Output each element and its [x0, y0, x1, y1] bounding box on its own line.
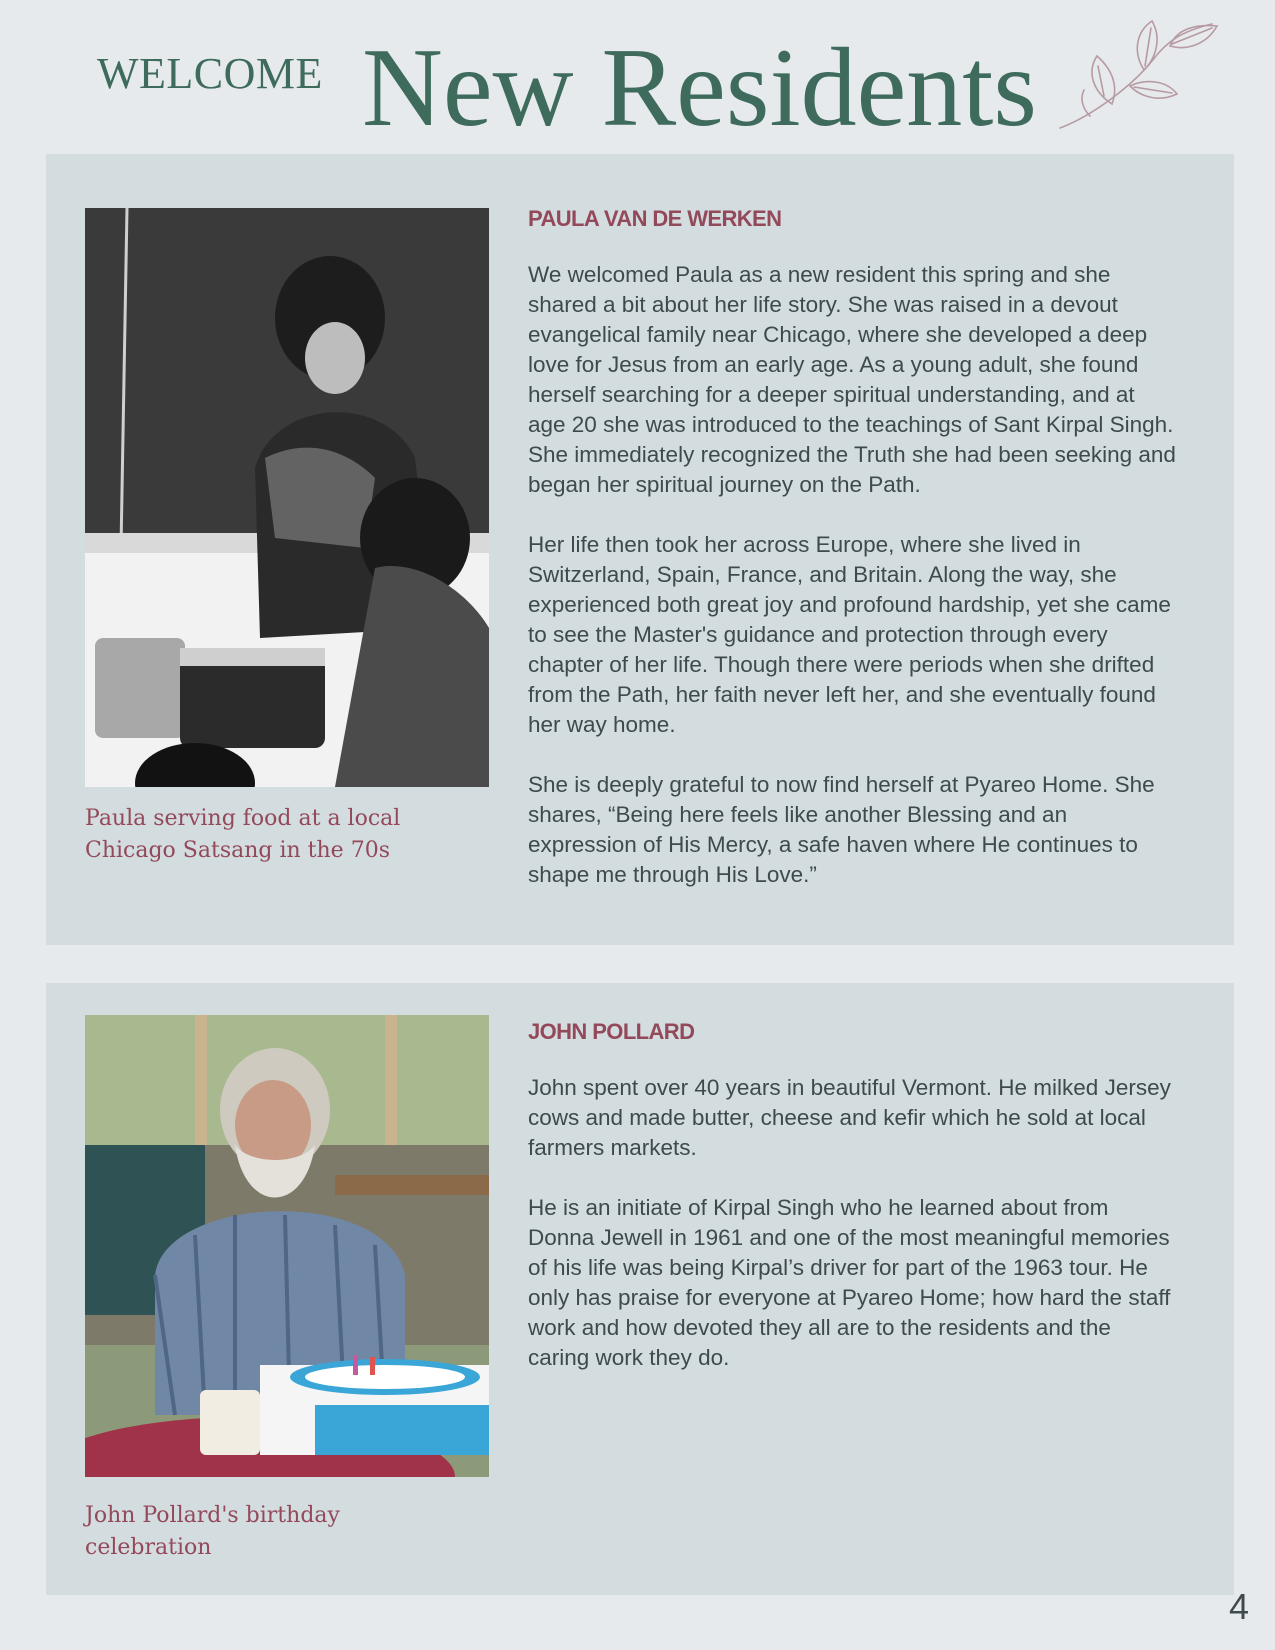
bio-paragraph: He is an initiate of Kirpal Singh who he learned about from Donna Jewell in 1961 and one of the most meaningful memories of his life was being Kirpal’s driver for part of the 1963 tour. He only has praise for everyone at Pyareo Home; how hard the staff work and how devoted they all are to the residents and the caring work they do. [528, 1195, 1171, 1370]
resident-card-john [46, 983, 1234, 1595]
resident-bio [528, 204, 1178, 920]
photo-illustration [85, 208, 489, 787]
resident-card-paula [46, 154, 1234, 945]
resident-photo [85, 1015, 489, 1477]
bio-paragraph: We welcomed Paula as a new resident this spring and she shared a bit about her life story. She was raised in a devout evangelical family near Chicago, where she developed a deep love for Jesus from an early age. As a young adult, she found herself searching for a deeper spiritual understanding, and at age 20 she was introduced to the teachings of Sant Kirpal Singh. She immediately recognized the Truth she had been seeking and began her spiritual journey on the Path. [528, 262, 1176, 497]
resident-name: PAULA VAN DE WERKEN [528, 206, 782, 231]
page-number: 4 [1228, 1586, 1249, 1627]
bio-paragraph: Her life then took her across Europe, where she lived in Switzerland, Spain, France, and Britain. Along the way, she experienced both great joy and profound hardship, yet she came to see the Master's guidance and protection through every chapter of her life. Though there were periods when she drifted from the Path, her faith never left her, and she eventually found her way home. [528, 532, 1171, 737]
photo-caption: Paula serving food at a local Chicago Satsang in the 70s [85, 806, 401, 863]
page-header [0, 0, 1275, 150]
photo-caption: John Pollard's birthday celebration [85, 1503, 340, 1560]
welcome-label: WELCOME [97, 49, 323, 98]
resident-bio [528, 1017, 1178, 1403]
photo-illustration [85, 1015, 489, 1477]
bio-paragraph: She is deeply grateful to now find herself at Pyareo Home. She shares, “Being here feels like another Blessing and an expression of His Mercy, a safe haven where He continues to shape me through His Love.” [528, 772, 1155, 887]
page-title: New Residents [362, 26, 1038, 150]
resident-photo [85, 208, 489, 787]
leaf-sprig-icon [1052, 16, 1222, 131]
bio-paragraph: John spent over 40 years in beautiful Vermont. He milked Jersey cows and made butter, cheese and kefir which he sold at local farmers markets. [528, 1075, 1171, 1160]
resident-name: JOHN POLLARD [528, 1019, 695, 1044]
